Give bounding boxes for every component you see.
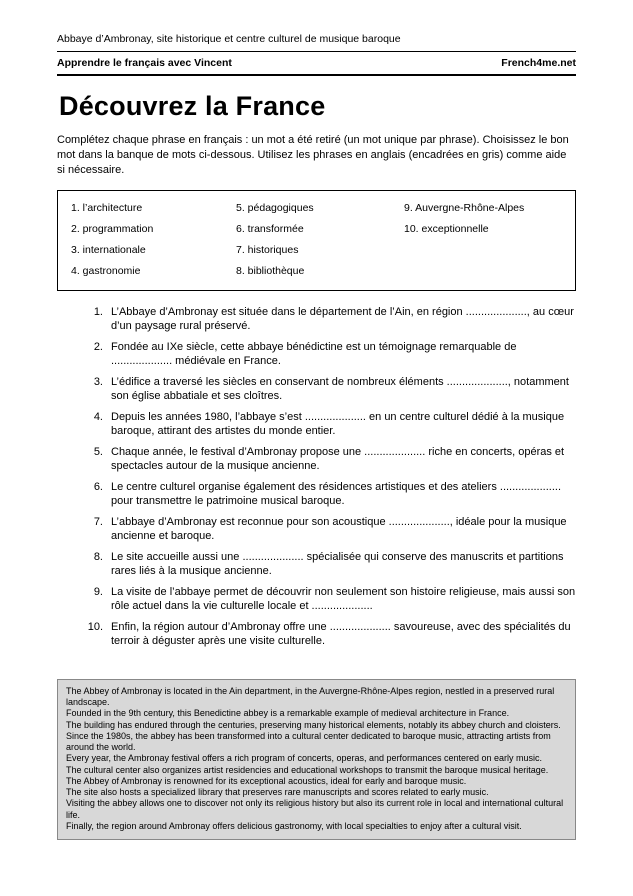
sentence-item-6	[77, 480, 576, 509]
word-bank-item: 1. l’architecture	[71, 201, 143, 214]
sentence-item-1	[77, 305, 576, 334]
english-translation-box	[57, 679, 576, 840]
sentence-text: L’Abbaye d’Ambronay est située dans le département de l’Ain, en région ...................., au cœur d’un paysage rural préservé.	[111, 305, 574, 333]
sentence-item-9	[77, 585, 576, 614]
english-line-10: Finally, the region around Ambronay offers delicious gastronomy, with local specialties to enjoy after a cultural visit.	[66, 820, 522, 831]
sentence-text: Fondée au IXe siècle, cette abbaye bénédictine est un témoignage remarquable de .................... médiévale en France.	[111, 340, 517, 368]
sentence-number: 6.	[93, 480, 103, 493]
word-bank-column-2	[236, 202, 404, 277]
sentence-text: Enfin, la région autour d’Ambronay offre une .................... savoureuse, avec des spécialités du terroir à déguster après une visite culturelle.	[111, 620, 571, 648]
english-line-7: The Abbey of Ambronay is renowned for its exceptional acoustics, ideal for early and baroque music.	[66, 775, 467, 786]
english-line-1: The Abbey of Ambronay is located in the Ain department, in the Auvergne-Rhône-Alpes region, nestled in a preserved rural landscape.	[66, 685, 555, 708]
divider-thick	[57, 74, 576, 76]
sentence-number: 7.	[93, 515, 103, 528]
sentence-number: 3.	[93, 375, 103, 388]
word-bank-item: 4. gastronomie	[71, 264, 141, 277]
sentence-text: Chaque année, le festival d’Ambronay propose une .................... riche en concerts, opéras et spectacles autour de la musique ancienne.	[111, 445, 565, 473]
brand-bar	[57, 52, 576, 74]
sentence-item-10	[77, 620, 576, 649]
word-bank-item: 6. transformée	[236, 222, 304, 235]
sentence-item-5	[77, 445, 576, 474]
document-top-header: Abbaye d’Ambronay, site historique et centre culturel de musique baroque	[57, 33, 401, 45]
english-line-8: The site also hosts a specialized library that preserves rare manuscripts and scores related to early music.	[66, 787, 489, 798]
sentence-number: 2.	[93, 340, 103, 353]
brand-right-label: French4me.net	[501, 57, 576, 69]
sentence-number: 9.	[93, 585, 103, 598]
english-line-9: Visiting the abbey allows one to discover not only its religious history but also its current role in local and international cultural life.	[66, 798, 564, 820]
sentence-text: Le centre culturel organise également des résidences artistiques et des ateliers .................... pour transmettre le patrimoine musical baroque.	[111, 480, 562, 508]
english-line-5: Every year, the Ambronay festival offers a rich program of concerts, operas, and performances centered on early music.	[66, 753, 543, 764]
english-line-4: Since the 1980s, the abbey has been transformed into a cultural center dedicated to baroque music, attracting artists from around the world.	[66, 730, 551, 753]
sentence-text: Depuis les années 1980, l’abbaye s’est .................... en un centre culturel dédié à la musique baroque, attirant des artistes du monde entier.	[111, 410, 565, 438]
word-bank-item: 2. programmation	[71, 222, 154, 235]
word-bank-column-3	[404, 202, 561, 277]
sentence-list	[77, 305, 576, 649]
english-line-2: Founded in the 9th century, this Benedictine abbey is a remarkable example of medieval architecture in France.	[66, 708, 510, 719]
page-title: Découvrez la France	[59, 91, 326, 121]
sentence-number: 4.	[93, 410, 103, 423]
word-bank-item: 7. historiques	[236, 243, 299, 256]
sentence-number: 8.	[93, 550, 103, 563]
word-bank-item: 8. bibliothèque	[236, 264, 305, 277]
sentence-text: L’abbaye d’Ambronay est reconnue pour son acoustique ...................., idéale pour la musique ancienne et baroque.	[111, 515, 567, 543]
word-bank-item: 9. Auvergne-Rhône-Alpes	[404, 201, 525, 214]
english-line-3: The building has endured through the centuries, preserving many historical elements, notably its abbey church and cloisters.	[66, 719, 561, 730]
sentence-text: Le site accueille aussi une .................... spécialisée qui conserve des manuscrits et partitions rares liés à la musique ancienne.	[111, 550, 564, 578]
instructions-text: Complétez chaque phrase en français : un mot a été retiré (un mot unique par phrase). Choisissez le bon mot dans la banque de mots ci-dessous. Utilisez les phrases en anglais (encadrées en gris) comme aide si nécessaire.	[57, 134, 569, 176]
sentence-text: La visite de l’abbaye permet de découvrir non seulement son histoire religieuse, mais aussi son rôle actuel dans la vie culturelle locale et ....................	[111, 585, 576, 613]
sentence-number: 10.	[87, 620, 103, 633]
sentence-number: 1.	[93, 305, 103, 318]
sentence-item-4	[77, 410, 576, 439]
word-bank-column-1	[71, 202, 236, 277]
english-line-6: The cultural center also organizes artist residencies and educational workshops to transmit the baroque musical heritage.	[66, 764, 549, 775]
brand-left-label: Apprendre le français avec Vincent	[57, 57, 232, 69]
word-bank-item: 3. internationale	[71, 243, 146, 256]
sentence-item-7	[77, 515, 576, 544]
sentence-text: L’édifice a traversé les siècles en conservant de nombreux éléments ...................., notamment son église abbatiale et ses cloîtres.	[111, 375, 569, 403]
sentence-item-8	[77, 550, 576, 579]
word-bank-item: 10. exceptionnelle	[404, 222, 489, 235]
sentence-item-2	[77, 340, 576, 369]
sentence-item-3	[77, 375, 576, 404]
word-bank-item: 5. pédagogiques	[236, 201, 314, 214]
word-bank	[57, 190, 576, 291]
sentence-number: 5.	[93, 445, 103, 458]
